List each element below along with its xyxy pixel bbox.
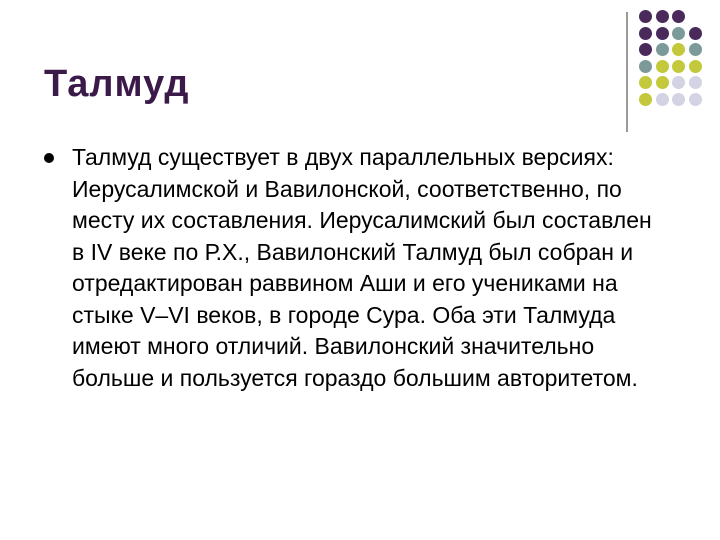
vertical-divider (626, 12, 628, 132)
decorative-dot (656, 60, 669, 73)
decorative-dot (639, 60, 652, 73)
decorative-dot (672, 10, 685, 23)
decorative-dot (656, 93, 669, 106)
bullet-text: Талмуд существует в двух параллельных версиях: Иерусалимской и Вавилонской, соответственно, по месту их составления. Иерусалимский был составлен в IV веке по Р.Х., Вавилонский Талмуд был собран и отредактирован раввином Аши и его учениками на стыке V–VI веков, в городе Сура. Оба эти Талмуда имеют много отличий. Вавилонский значительно больше и пользуется гораздо большим авторитетом. (72, 144, 652, 391)
decorative-dot (672, 93, 685, 106)
decorative-dot (639, 76, 652, 89)
bullet-list (44, 142, 664, 394)
decorative-dot (672, 60, 685, 73)
decorative-dot (672, 27, 685, 40)
bullet-icon (44, 153, 54, 163)
decorative-dot (689, 93, 702, 106)
decorative-dot (639, 27, 652, 40)
decorative-dot (689, 60, 702, 73)
bullet-item (44, 142, 664, 394)
decorative-dot (689, 76, 702, 89)
decorative-dot (639, 10, 652, 23)
slide-title: Талмуд (44, 63, 190, 105)
decorative-dot (656, 27, 669, 40)
decorative-dot (672, 43, 685, 56)
decorative-dot-grid (639, 10, 720, 110)
decorative-dot (639, 43, 652, 56)
decorative-dot (656, 43, 669, 56)
decorative-dot (639, 93, 652, 106)
decorative-dot (689, 27, 702, 40)
decorative-dot (689, 43, 702, 56)
decorative-dot (656, 10, 669, 23)
decorative-dot (672, 76, 685, 89)
decorative-dot (656, 76, 669, 89)
